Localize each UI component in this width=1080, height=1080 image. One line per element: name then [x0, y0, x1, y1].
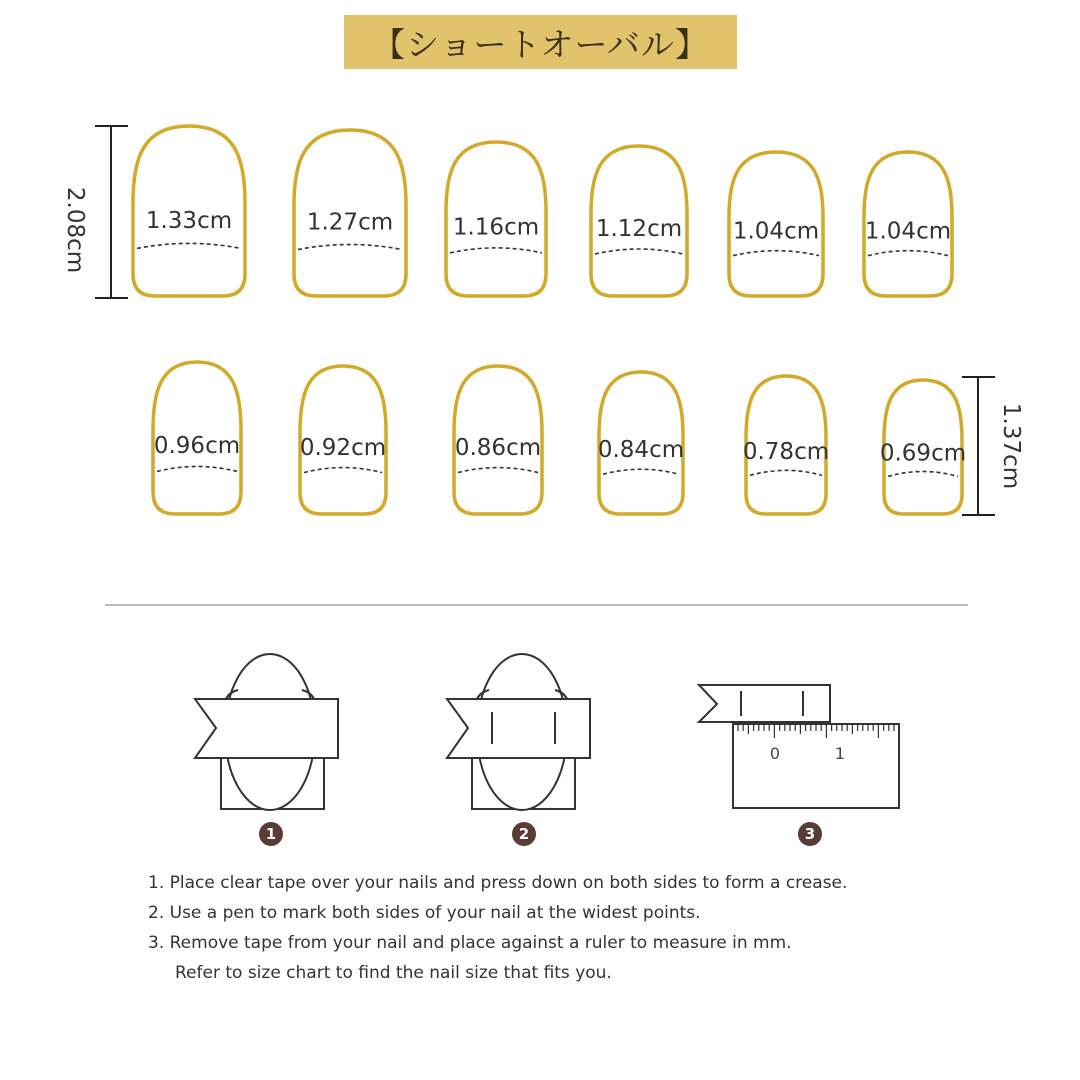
ruler-label-1: 1	[834, 744, 846, 763]
instruction-2: 2. Use a pen to mark both sides of your nail at the widest points.	[148, 903, 701, 923]
step-badge-1	[259, 822, 283, 846]
instruction-3-note: Refer to size chart to find the nail size that fits you.	[175, 963, 612, 983]
length-label-small: 1.37cm	[998, 402, 1024, 490]
instructions	[148, 868, 1008, 988]
nail-size-label: 1.04cm	[732, 218, 820, 245]
nail-size-label: 0.69cm	[879, 440, 967, 467]
nail-size-label: 0.92cm	[299, 434, 387, 461]
ruler-label-0: 0	[769, 744, 781, 763]
nail-size-label: 0.78cm	[742, 438, 830, 465]
step-badge-3	[798, 822, 822, 846]
svg-text:3: 3	[804, 825, 816, 843]
step-badge-2	[512, 822, 536, 846]
step-2-illustration	[447, 654, 590, 810]
step-1-illustration	[195, 654, 338, 810]
nail-size-label: 1.04cm	[864, 218, 952, 245]
title-text: 【ショートオーバル】	[372, 24, 709, 64]
length-label-large: 2.08cm	[62, 186, 88, 274]
nail-size-label: 1.16cm	[452, 214, 540, 241]
ruler	[733, 724, 899, 808]
svg-text:2: 2	[518, 825, 530, 843]
nail-size-label: 0.84cm	[597, 437, 685, 464]
svg-text:1: 1	[265, 825, 277, 843]
step-3-illustration	[699, 685, 899, 808]
instruction-3: 3. Remove tape from your nail and place against a ruler to measure in mm.	[148, 933, 792, 953]
nail-size-label: 0.96cm	[153, 433, 241, 460]
nail-size-label: 1.12cm	[595, 216, 683, 242]
nail-size-label: 0.86cm	[454, 434, 542, 461]
instruction-1: 1. Place clear tape over your nails and press down on both sides to form a crease.	[148, 873, 848, 893]
nail-size-label: 1.33cm	[145, 208, 233, 234]
nail-size-label: 1.27cm	[306, 209, 394, 236]
